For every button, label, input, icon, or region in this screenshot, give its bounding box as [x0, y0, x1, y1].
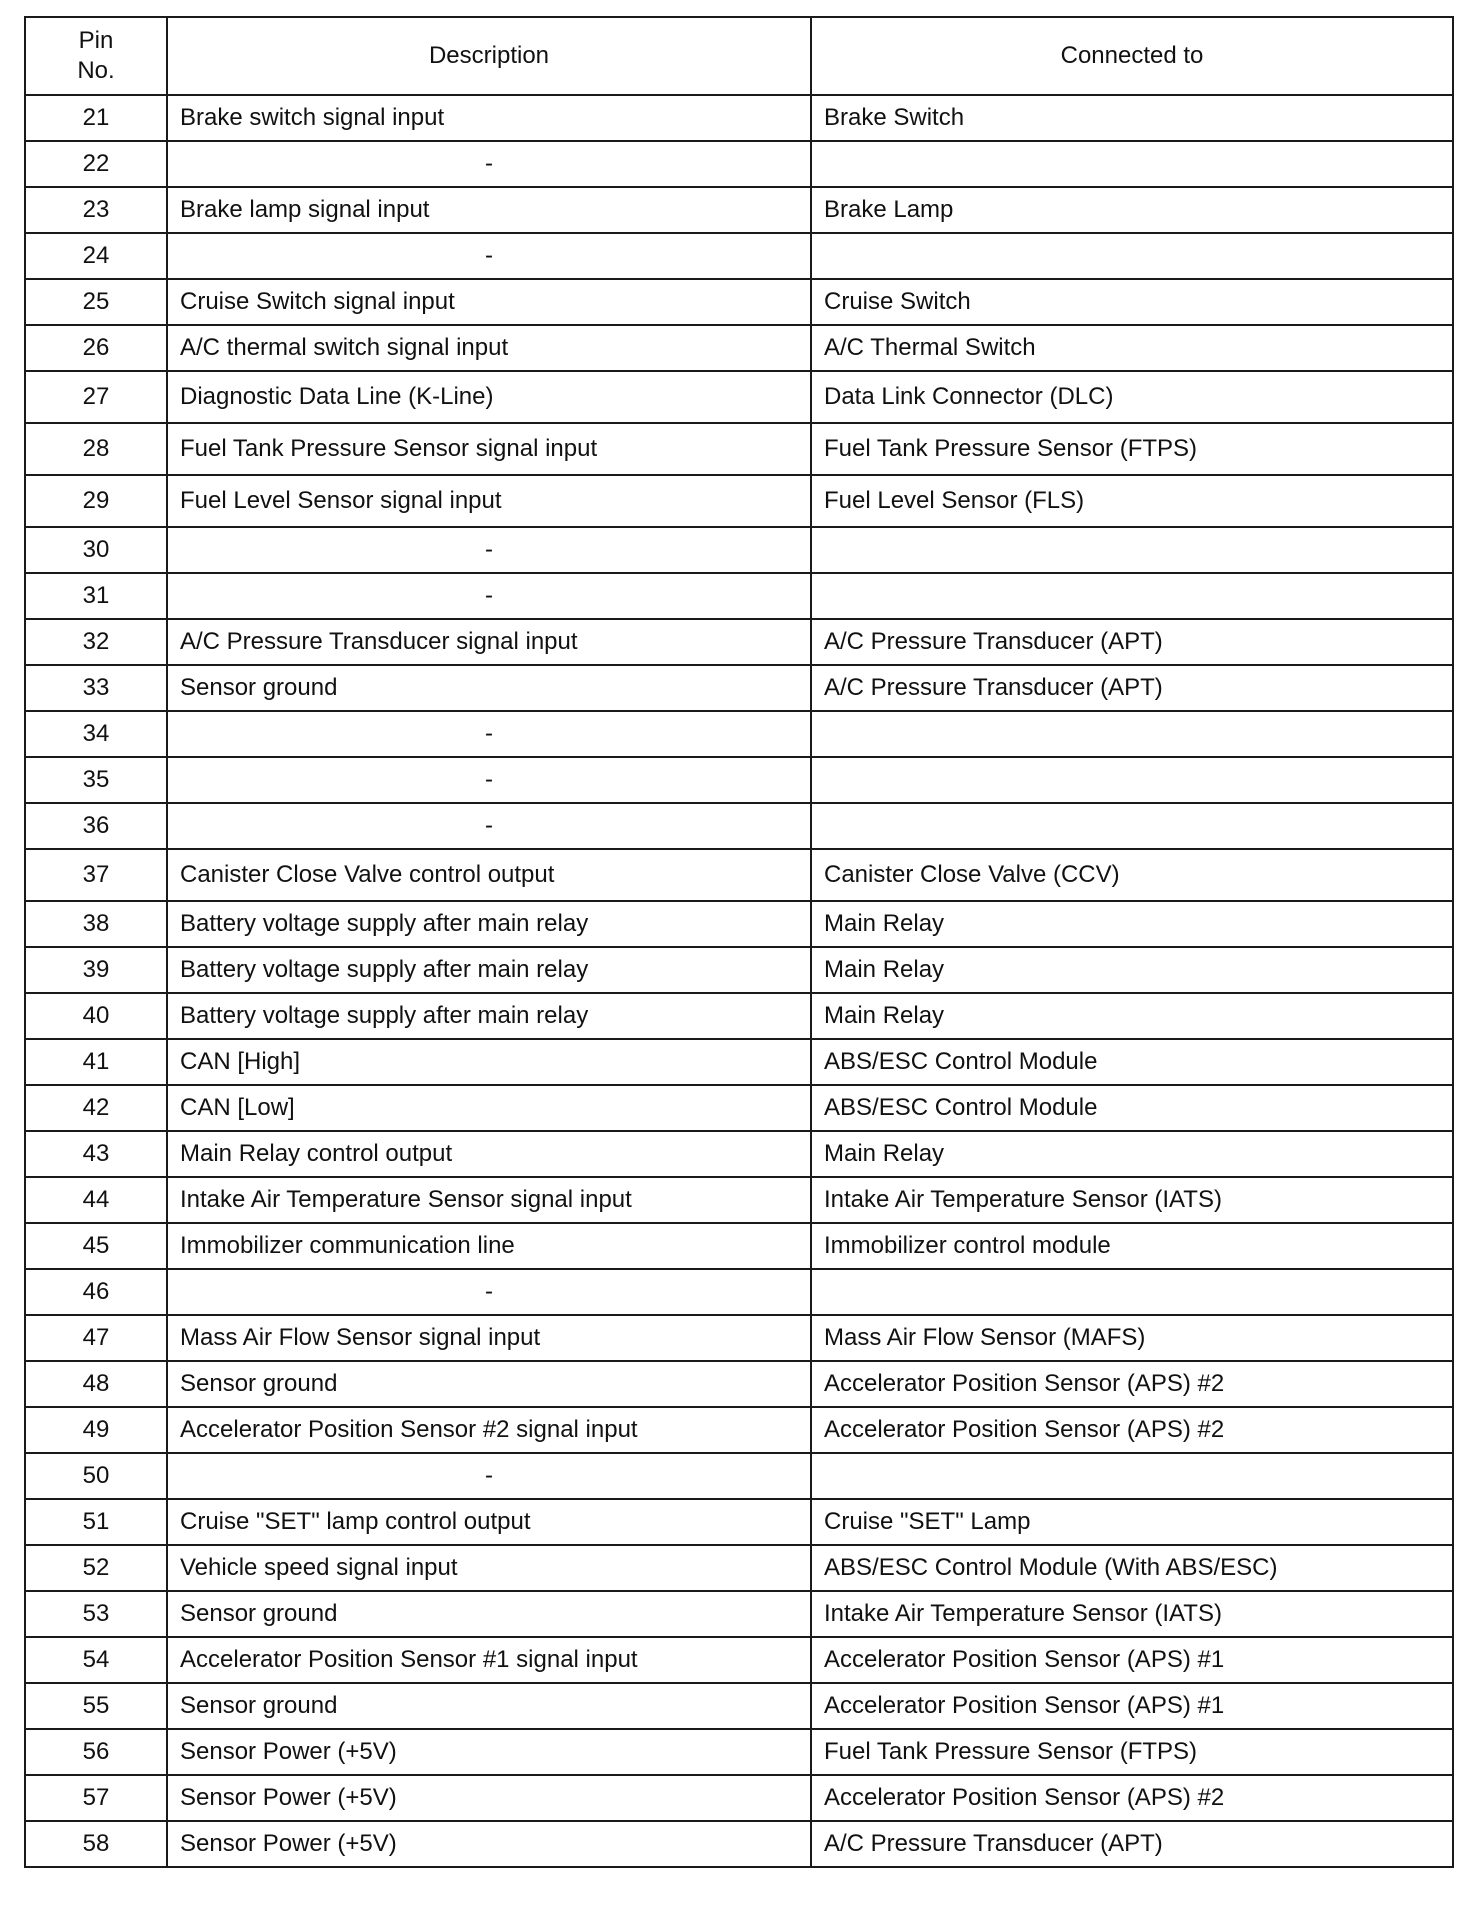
description-cell: A/C thermal switch signal input: [167, 325, 811, 371]
connected-to-cell: Main Relay: [811, 1131, 1453, 1177]
description-cell: Sensor ground: [167, 1683, 811, 1729]
connected-to-cell: Data Link Connector (DLC): [811, 371, 1453, 423]
connected-to-cell: Main Relay: [811, 947, 1453, 993]
pin-cell: 48: [25, 1361, 167, 1407]
connected-to-cell: A/C Pressure Transducer (APT): [811, 619, 1453, 665]
table-row: [25, 1545, 1453, 1591]
pin-cell: 42: [25, 1085, 167, 1131]
table-row: [25, 1269, 1453, 1315]
description-cell: -: [167, 803, 811, 849]
pin-cell: 27: [25, 371, 167, 423]
table-row: [25, 849, 1453, 901]
description-cell: -: [167, 573, 811, 619]
pin-cell: 37: [25, 849, 167, 901]
pin-cell: 45: [25, 1223, 167, 1269]
connected-to-cell: Immobilizer control module: [811, 1223, 1453, 1269]
description-cell: Battery voltage supply after main relay: [167, 993, 811, 1039]
connected-to-cell: Main Relay: [811, 901, 1453, 947]
pin-cell: 54: [25, 1637, 167, 1683]
description-cell: Mass Air Flow Sensor signal input: [167, 1315, 811, 1361]
pin-cell: 24: [25, 233, 167, 279]
pin-cell: 26: [25, 325, 167, 371]
description-cell: CAN [High]: [167, 1039, 811, 1085]
connected-to-cell: Main Relay: [811, 993, 1453, 1039]
table-body: [25, 95, 1453, 1867]
table-row: [25, 1085, 1453, 1131]
connected-to-cell: Fuel Tank Pressure Sensor (FTPS): [811, 1729, 1453, 1775]
table-header: [25, 17, 1453, 95]
pin-cell: 28: [25, 423, 167, 475]
table-row: [25, 947, 1453, 993]
pin-cell: 34: [25, 711, 167, 757]
connected-to-cell: A/C Pressure Transducer (APT): [811, 665, 1453, 711]
pin-cell: 44: [25, 1177, 167, 1223]
description-cell: -: [167, 527, 811, 573]
connected-to-cell: ABS/ESC Control Module (With ABS/ESC): [811, 1545, 1453, 1591]
table-row: [25, 1361, 1453, 1407]
connected-to-cell: [811, 573, 1453, 619]
table-row: [25, 1591, 1453, 1637]
pin-cell: 57: [25, 1775, 167, 1821]
description-cell: Sensor Power (+5V): [167, 1821, 811, 1867]
table-row: [25, 1039, 1453, 1085]
connected-to-cell: A/C Pressure Transducer (APT): [811, 1821, 1453, 1867]
description-cell: Cruise Switch signal input: [167, 279, 811, 325]
header-pin-no: [25, 17, 167, 95]
pin-cell: 33: [25, 665, 167, 711]
table-row: [25, 1453, 1453, 1499]
description-cell: Sensor Power (+5V): [167, 1729, 811, 1775]
description-cell: Accelerator Position Sensor #1 signal input: [167, 1637, 811, 1683]
table-row: [25, 993, 1453, 1039]
description-cell: -: [167, 1269, 811, 1315]
table-row: [25, 1637, 1453, 1683]
connected-to-cell: [811, 233, 1453, 279]
table-row: [25, 279, 1453, 325]
table-row: [25, 803, 1453, 849]
connected-to-cell: A/C Thermal Switch: [811, 325, 1453, 371]
connected-to-cell: Accelerator Position Sensor (APS) #2: [811, 1407, 1453, 1453]
table-row: [25, 573, 1453, 619]
connected-to-cell: Cruise Switch: [811, 279, 1453, 325]
description-cell: Diagnostic Data Line (K-Line): [167, 371, 811, 423]
header-pin-line2: No.: [77, 57, 115, 84]
table-row: [25, 1131, 1453, 1177]
pin-cell: 47: [25, 1315, 167, 1361]
table-row: [25, 233, 1453, 279]
pin-cell: 46: [25, 1269, 167, 1315]
description-cell: -: [167, 757, 811, 803]
table-row: [25, 1223, 1453, 1269]
pin-cell: 38: [25, 901, 167, 947]
pin-cell: 31: [25, 573, 167, 619]
pin-cell: 29: [25, 475, 167, 527]
connected-to-cell: Accelerator Position Sensor (APS) #1: [811, 1683, 1453, 1729]
table-row: [25, 711, 1453, 757]
pin-description-table: [24, 16, 1454, 1868]
description-cell: Brake switch signal input: [167, 95, 811, 141]
pin-cell: 23: [25, 187, 167, 233]
description-cell: Battery voltage supply after main relay: [167, 947, 811, 993]
connected-to-cell: Mass Air Flow Sensor (MAFS): [811, 1315, 1453, 1361]
description-cell: Vehicle speed signal input: [167, 1545, 811, 1591]
description-cell: Sensor ground: [167, 1361, 811, 1407]
table-row: [25, 1683, 1453, 1729]
pin-cell: 43: [25, 1131, 167, 1177]
connected-to-cell: Accelerator Position Sensor (APS) #1: [811, 1637, 1453, 1683]
description-cell: Accelerator Position Sensor #2 signal input: [167, 1407, 811, 1453]
table-row: [25, 1821, 1453, 1867]
connected-to-cell: Accelerator Position Sensor (APS) #2: [811, 1361, 1453, 1407]
description-cell: Cruise "SET" lamp control output: [167, 1499, 811, 1545]
connected-to-cell: [811, 1453, 1453, 1499]
description-cell: Sensor ground: [167, 1591, 811, 1637]
table-row: [25, 527, 1453, 573]
connected-to-cell: Intake Air Temperature Sensor (IATS): [811, 1177, 1453, 1223]
connected-to-cell: Brake Switch: [811, 95, 1453, 141]
pin-cell: 36: [25, 803, 167, 849]
table-row: [25, 371, 1453, 423]
pin-cell: 32: [25, 619, 167, 665]
table-row: [25, 757, 1453, 803]
description-cell: Fuel Tank Pressure Sensor signal input: [167, 423, 811, 475]
header-pin-line1: Pin: [78, 27, 114, 54]
pin-cell: 39: [25, 947, 167, 993]
header-description: Description: [167, 17, 811, 95]
pin-cell: 51: [25, 1499, 167, 1545]
connected-to-cell: Brake Lamp: [811, 187, 1453, 233]
pin-cell: 22: [25, 141, 167, 187]
table-row: [25, 1407, 1453, 1453]
connected-to-cell: ABS/ESC Control Module: [811, 1039, 1453, 1085]
pin-cell: 56: [25, 1729, 167, 1775]
table-row: [25, 141, 1453, 187]
table-row: [25, 95, 1453, 141]
description-cell: Canister Close Valve control output: [167, 849, 811, 901]
table-row: [25, 187, 1453, 233]
description-cell: Battery voltage supply after main relay: [167, 901, 811, 947]
description-cell: Sensor ground: [167, 665, 811, 711]
table-row: [25, 1729, 1453, 1775]
connected-to-cell: Canister Close Valve (CCV): [811, 849, 1453, 901]
connected-to-cell: Fuel Tank Pressure Sensor (FTPS): [811, 423, 1453, 475]
pin-cell: 49: [25, 1407, 167, 1453]
table-row: [25, 665, 1453, 711]
description-cell: -: [167, 1453, 811, 1499]
pin-cell: 55: [25, 1683, 167, 1729]
connected-to-cell: [811, 527, 1453, 573]
table-row: [25, 1499, 1453, 1545]
connected-to-cell: [811, 1269, 1453, 1315]
table-row: [25, 325, 1453, 371]
connected-to-cell: [811, 757, 1453, 803]
connected-to-cell: Intake Air Temperature Sensor (IATS): [811, 1591, 1453, 1637]
pin-cell: 30: [25, 527, 167, 573]
description-cell: A/C Pressure Transducer signal input: [167, 619, 811, 665]
header-row: [25, 17, 1453, 95]
pin-cell: 53: [25, 1591, 167, 1637]
header-connected-to: Connected to: [811, 17, 1453, 95]
description-cell: Intake Air Temperature Sensor signal input: [167, 1177, 811, 1223]
connected-to-cell: [811, 803, 1453, 849]
pin-cell: 52: [25, 1545, 167, 1591]
table-row: [25, 1775, 1453, 1821]
description-cell: Sensor Power (+5V): [167, 1775, 811, 1821]
connected-to-cell: ABS/ESC Control Module: [811, 1085, 1453, 1131]
description-cell: -: [167, 711, 811, 757]
pin-cell: 41: [25, 1039, 167, 1085]
pin-table-sheet: [24, 16, 1452, 1868]
description-cell: -: [167, 141, 811, 187]
pin-cell: 58: [25, 1821, 167, 1867]
description-cell: Brake lamp signal input: [167, 187, 811, 233]
connected-to-cell: Accelerator Position Sensor (APS) #2: [811, 1775, 1453, 1821]
description-cell: Fuel Level Sensor signal input: [167, 475, 811, 527]
table-row: [25, 901, 1453, 947]
pin-cell: 35: [25, 757, 167, 803]
description-cell: Immobilizer communication line: [167, 1223, 811, 1269]
connected-to-cell: [811, 141, 1453, 187]
table-row: [25, 1177, 1453, 1223]
table-row: [25, 619, 1453, 665]
pin-cell: 50: [25, 1453, 167, 1499]
description-cell: Main Relay control output: [167, 1131, 811, 1177]
pin-cell: 25: [25, 279, 167, 325]
description-cell: -: [167, 233, 811, 279]
description-cell: CAN [Low]: [167, 1085, 811, 1131]
pin-cell: 21: [25, 95, 167, 141]
table-row: [25, 475, 1453, 527]
table-row: [25, 1315, 1453, 1361]
connected-to-cell: Cruise "SET" Lamp: [811, 1499, 1453, 1545]
pin-cell: 40: [25, 993, 167, 1039]
table-row: [25, 423, 1453, 475]
connected-to-cell: [811, 711, 1453, 757]
connected-to-cell: Fuel Level Sensor (FLS): [811, 475, 1453, 527]
